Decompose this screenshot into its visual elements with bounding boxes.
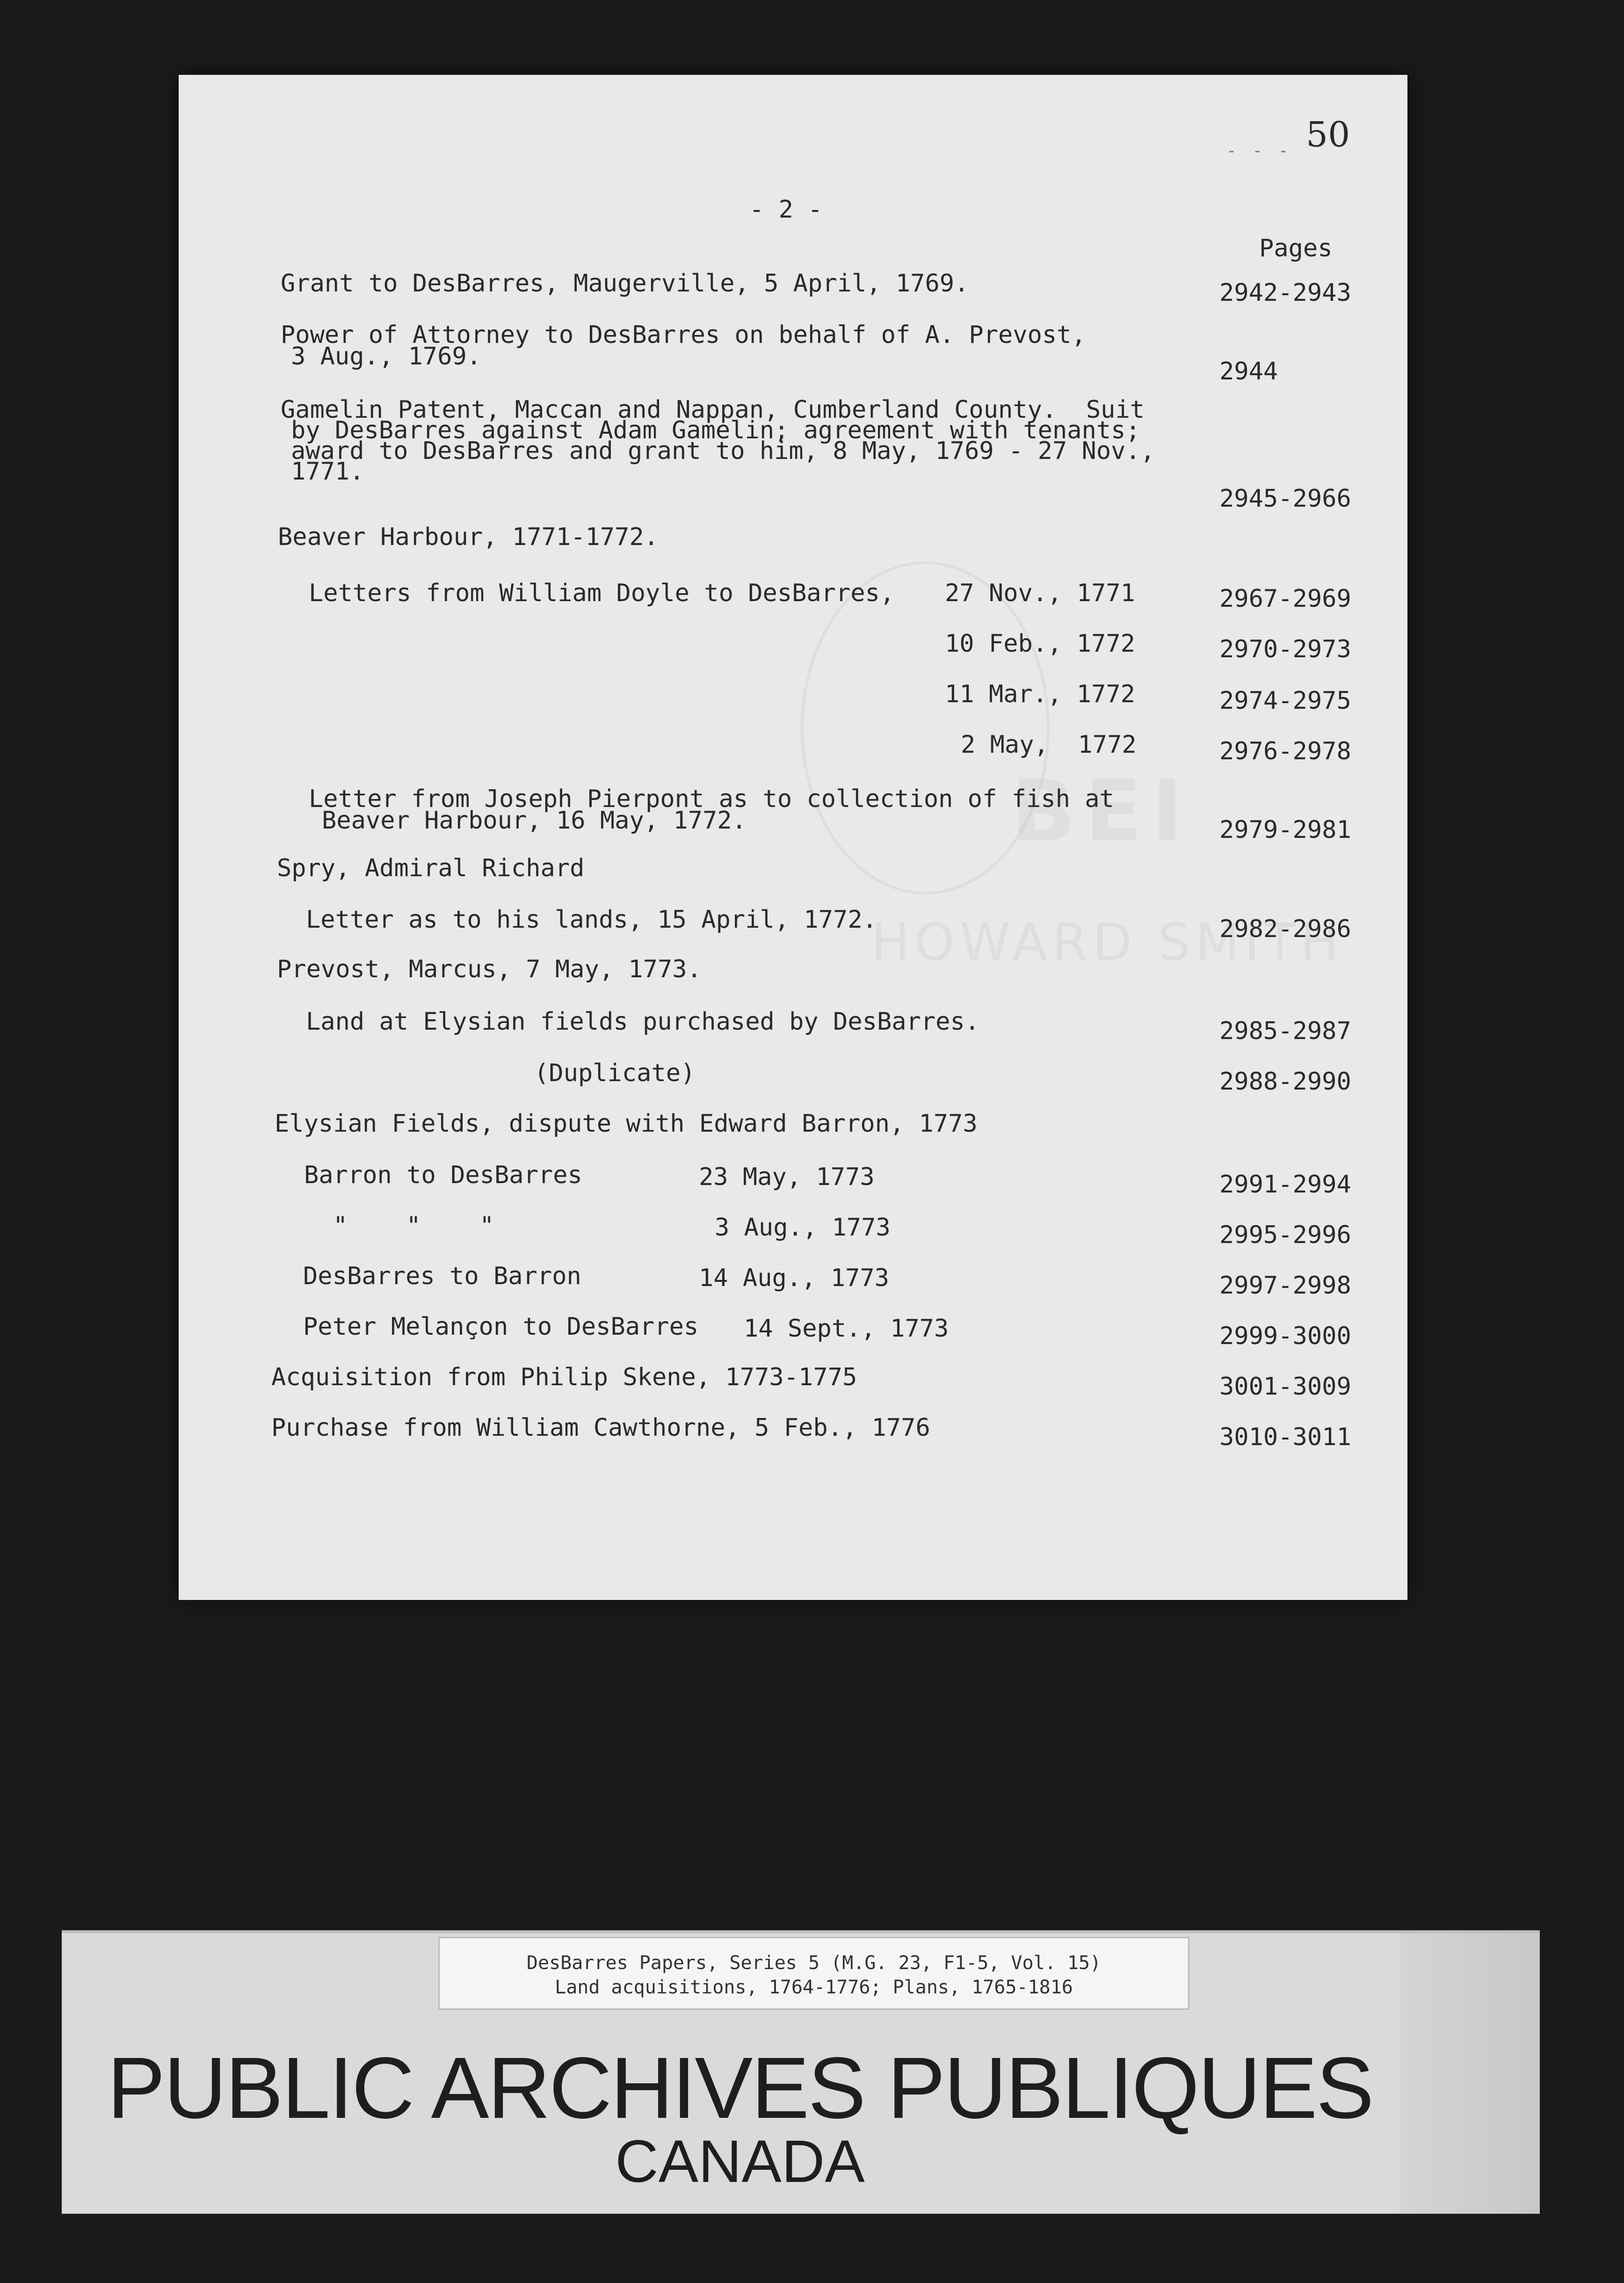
section-heading: Prevost, Marcus, 7 May, 1773. [277, 955, 702, 983]
entry-text: Letters from William Doyle to DesBarres, [309, 579, 895, 607]
entry-pages: 2995-2996 [1219, 1221, 1351, 1249]
entry-date: 11 Mar., 1772 [945, 680, 1135, 708]
entry-pages: 2942-2943 [1219, 279, 1351, 307]
entry-pages: 2976-2978 [1219, 737, 1351, 765]
entry-text: Letter from Joseph Pierpont as to collection of fish at [309, 785, 1114, 813]
section-heading: Acquisition from Philip Skene, 1773-1775 [271, 1363, 857, 1391]
entry-text: Land at Elysian fields purchased by DesBarres. [306, 1008, 980, 1036]
entry-date: 10 Feb., 1772 [945, 630, 1135, 658]
entry-text: 1771. [291, 458, 364, 486]
entry-pages: 2982-2986 [1219, 915, 1351, 943]
entry-pages: 3001-3009 [1219, 1373, 1351, 1401]
collection-label [438, 1937, 1189, 2010]
archives-banner [62, 1930, 1540, 2214]
banner-fold [1399, 1933, 1540, 2214]
section-heading: Elysian Fields, dispute with Edward Barron, 1773 [275, 1110, 978, 1138]
entry-pages: 2944 [1219, 357, 1278, 385]
entry-date: 23 May, 1773 [699, 1163, 875, 1191]
page-marker: - 2 - [749, 196, 823, 224]
entry-pages: 2945-2966 [1219, 485, 1351, 513]
section-heading: Spry, Admiral Richard [277, 854, 585, 882]
entry-date: 14 Aug., 1773 [699, 1264, 889, 1292]
entry-date: 14 Sept., 1773 [744, 1315, 949, 1343]
entry-text: DesBarres to Barron [303, 1262, 581, 1290]
entry-text: Barron to DesBarres [304, 1161, 582, 1189]
entry-pages: 2967-2969 [1219, 585, 1351, 613]
entry-pages: 2985-2987 [1219, 1017, 1351, 1045]
entry-pages: 2991-2994 [1219, 1171, 1351, 1199]
entry-date: 3 Aug., 1773 [715, 1214, 891, 1242]
entry-text: award to DesBarres and grant to him, 8 May, 1769 - 27 Nov., [291, 437, 1155, 465]
section-heading: Purchase from William Cawthorne, 5 Feb., 1776 [271, 1414, 930, 1442]
entry-pages: 3010-3011 [1219, 1423, 1351, 1451]
entry-pages: 2974-2975 [1219, 687, 1351, 715]
entry-pages: 2997-2998 [1219, 1272, 1351, 1300]
entry-text: Grant to DesBarres, Maugerville, 5 April, 1769. [281, 269, 969, 298]
document-page [179, 75, 1407, 1600]
entry-text: Power of Attorney to DesBarres on behalf of A. Prevost, [281, 321, 1086, 349]
entry-pages: 2979-2981 [1219, 816, 1351, 844]
entry-date: 2 May, 1772 [961, 731, 1137, 759]
entry-pages: 2999-3000 [1219, 1322, 1351, 1350]
entry-text: Gamelin Patent, Maccan and Nappan, Cumberland County. Suit [281, 396, 1145, 424]
entry-text: Peter Melançon to DesBarres [303, 1313, 699, 1341]
entry-text: 3 Aug., 1769. [291, 342, 481, 371]
entry-text: Letter as to his lands, 15 April, 1772. [306, 906, 877, 934]
archives-title: PUBLIC ARCHIVES PUBLIQUES [107, 2040, 1373, 2137]
entry-text: Beaver Harbour, 16 May, 1772. [322, 807, 747, 835]
archives-country: CANADA [615, 2128, 865, 2195]
entry-text: by DesBarres against Adam Gamelin; agreement with tenants; [291, 416, 1140, 444]
ditto-marks: " " " [333, 1212, 494, 1240]
pages-column-header: Pages [1259, 234, 1333, 262]
section-heading: Beaver Harbour, 1771-1772. [278, 523, 659, 551]
entry-date: 27 Nov., 1771 [945, 579, 1135, 607]
collection-label-line: Land acquisitions, 1764-1776; Plans, 1765-1816 [555, 1977, 1073, 1998]
entry-pages: 2970-2973 [1219, 635, 1351, 663]
entry-pages: 2988-2990 [1219, 1068, 1351, 1096]
folio-number: 50 [1306, 115, 1350, 155]
entry-text: (Duplicate) [534, 1059, 696, 1087]
folio-marks: - - - [1226, 141, 1291, 160]
collection-label-line: DesBarres Papers, Series 5 (M.G. 23, F1-5, Vol. 15) [526, 1952, 1102, 1974]
